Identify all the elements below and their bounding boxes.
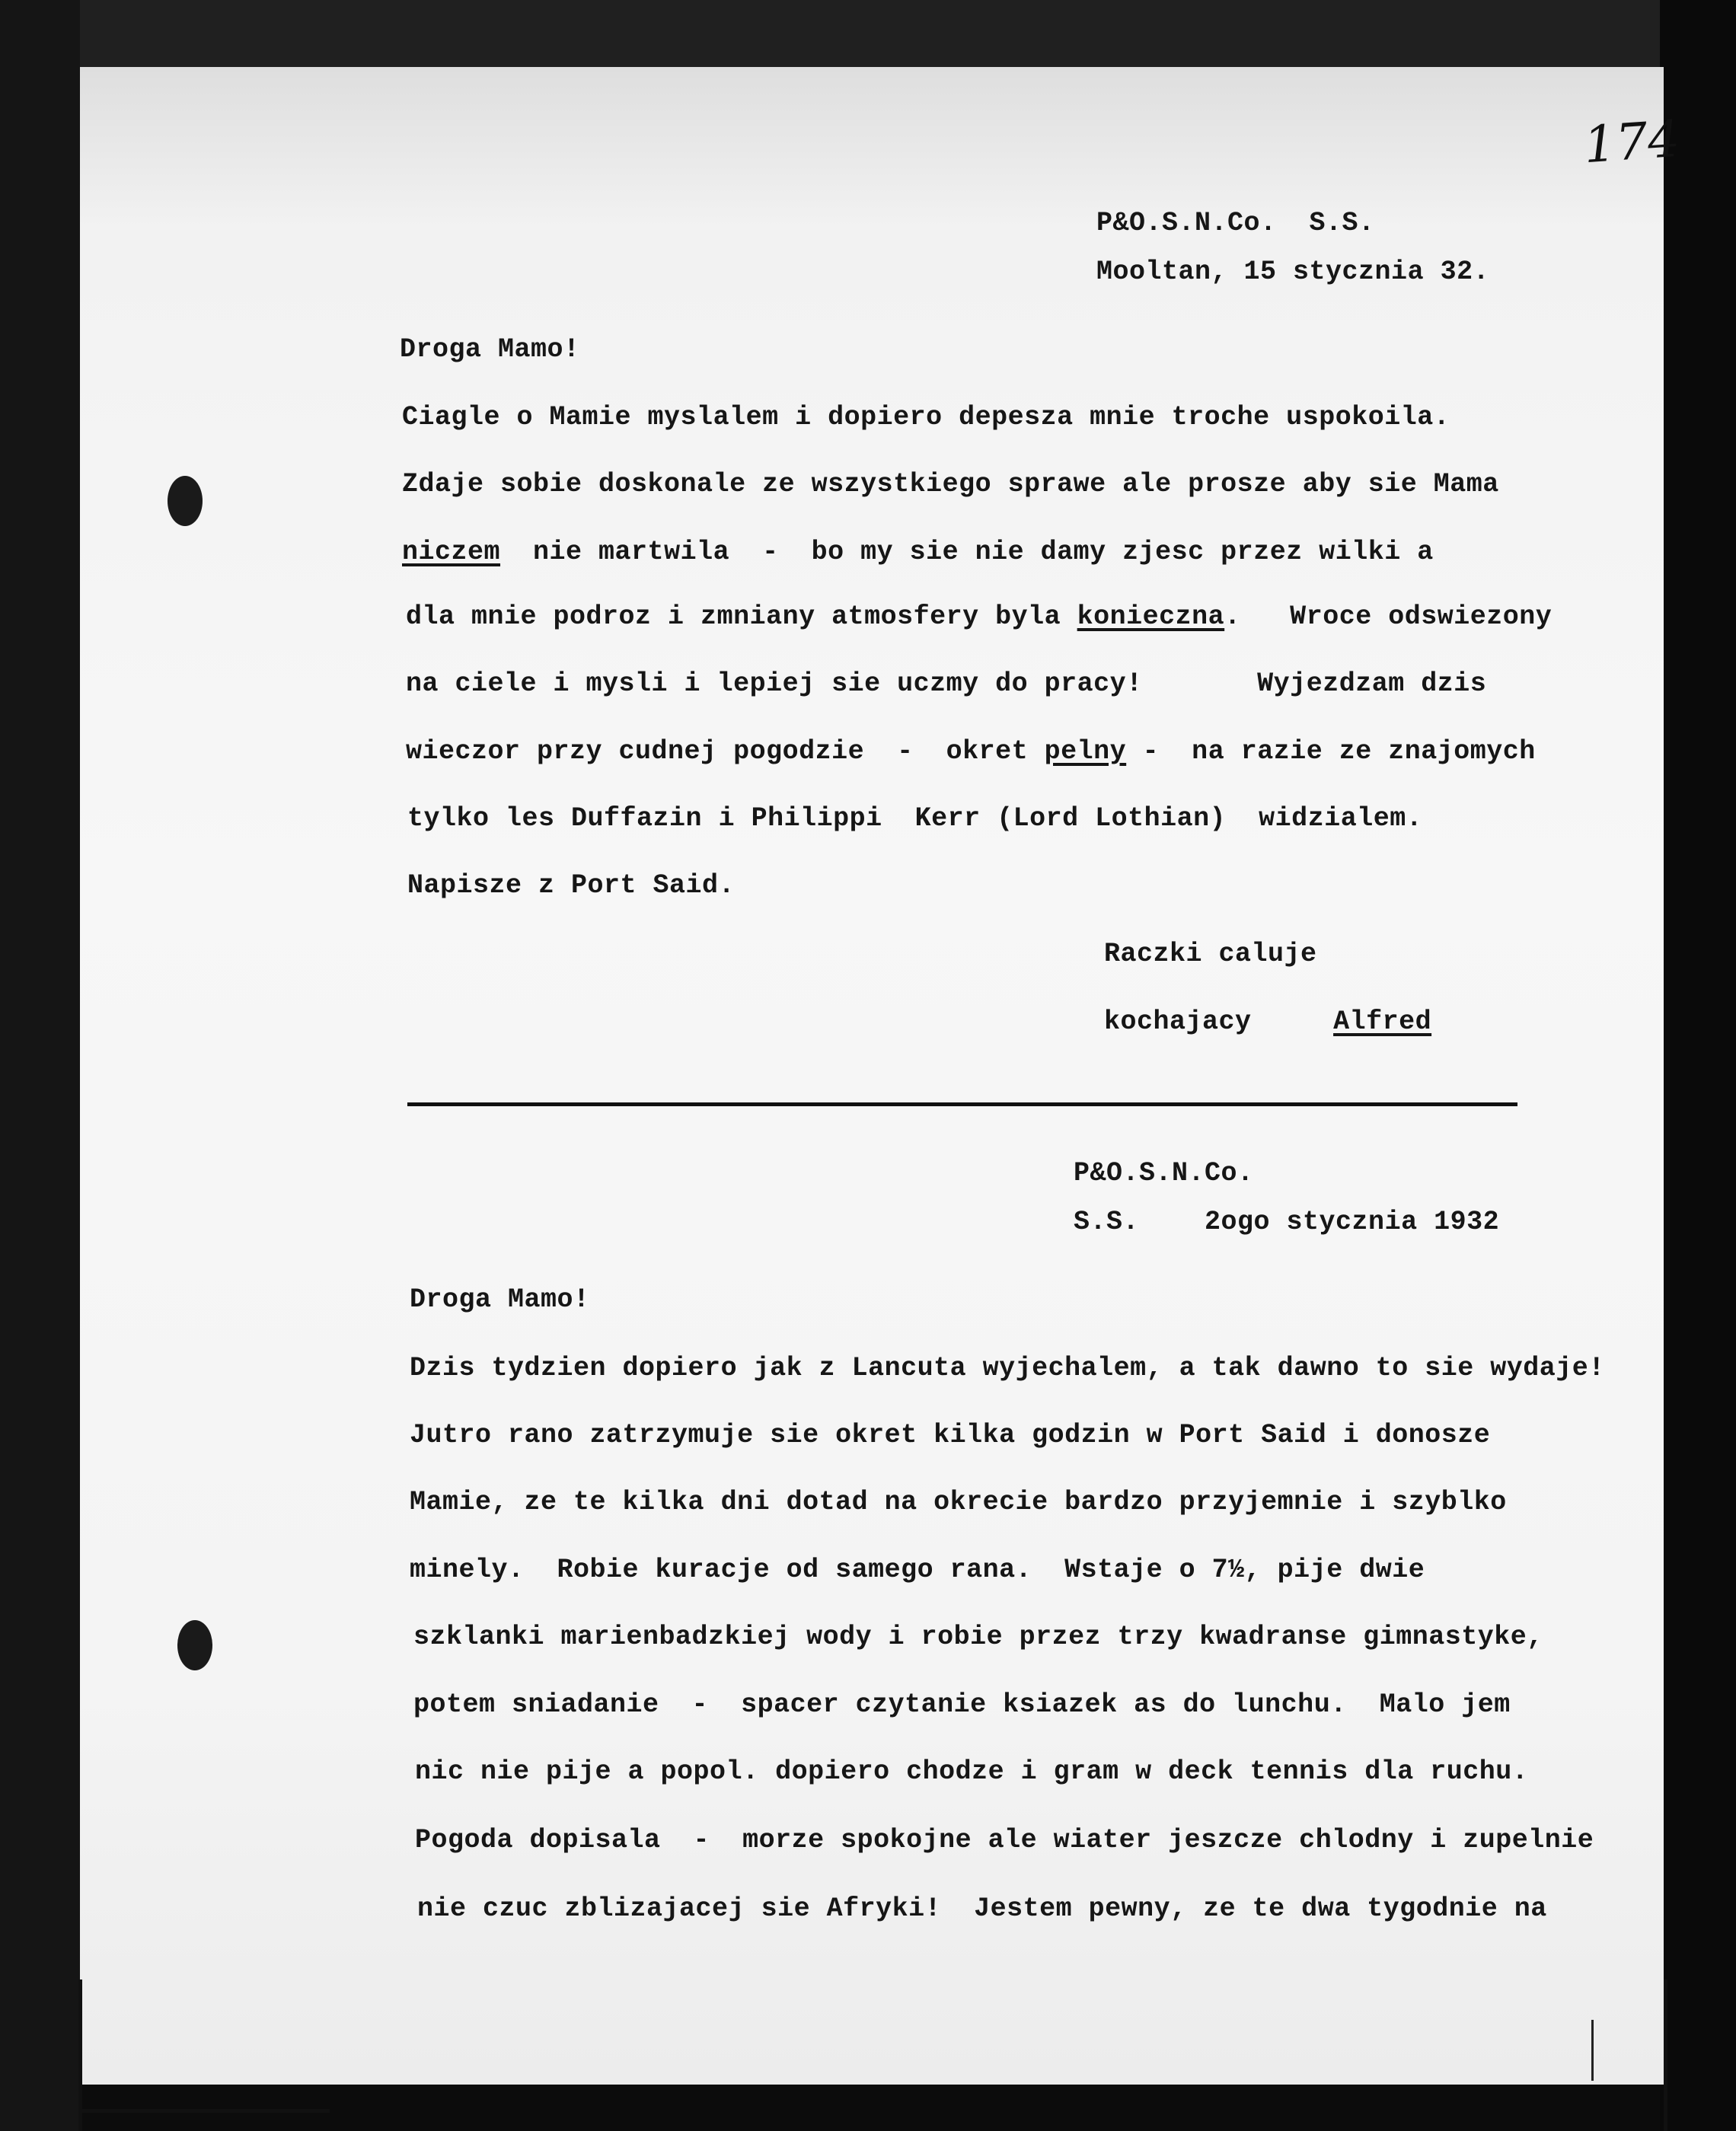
letter1-signature bbox=[1104, 1006, 1432, 1037]
scan-border-left bbox=[0, 0, 80, 2131]
line-text: wieczor przy cudnej pogodzie - okret bbox=[406, 736, 1045, 767]
letter2-line-5: szklanki marienbadzkiej wody i robie przez trzy kwadranse gimnastyke, bbox=[413, 1622, 1543, 1652]
letter1-header-line-1: P&O.S.N.Co. S.S. bbox=[1096, 208, 1375, 238]
letter1-line-5: na ciele i mysli i lepiej sie uczmy do pracy! Wyjezdzam dzis bbox=[406, 668, 1487, 699]
line-text: kochajacy bbox=[1104, 1006, 1334, 1037]
handwritten-page-number: 174 bbox=[1581, 109, 1682, 175]
underlined-word-pelny: pelny bbox=[1044, 736, 1127, 767]
signature-name: Alfred bbox=[1333, 1006, 1432, 1037]
letter2-header-line-2: S.S. 2ogo stycznia 1932 bbox=[1074, 1207, 1500, 1237]
line-text: . Wroce odswiezony bbox=[1224, 601, 1553, 632]
separator-rule bbox=[407, 1102, 1517, 1106]
line-text: dla mnie podroz i zmniany atmosfery byla bbox=[406, 601, 1077, 632]
letter2-line-9: nie czuc zblizajacej sie Afryki! Jestem pewny, ze te dwa tygodnie na bbox=[417, 1893, 1547, 1924]
scan-border-top bbox=[0, 0, 1736, 67]
letter2-header-line-1: P&O.S.N.Co. bbox=[1074, 1158, 1254, 1188]
corner-mark-bottom bbox=[78, 2109, 330, 2113]
letter1-line-2: Zdaje sobie doskonale ze wszystkiego sprawe ale prosze aby sie Mama bbox=[402, 469, 1499, 499]
corner-mark-right bbox=[1664, 1979, 1667, 2131]
letter1-header-line-2: Mooltan, 15 stycznia 32. bbox=[1096, 257, 1490, 287]
document-page bbox=[80, 67, 1682, 2085]
letter2-line-3: Mamie, ze te kilka dni dotad na okrecie bardzo przyjemnie i szyblko bbox=[410, 1487, 1507, 1517]
line-text: - na razie ze znajomych bbox=[1126, 736, 1536, 767]
letter1-line-1: Ciagle o Mamie myslalem i dopiero depesza mnie troche uspokoila. bbox=[402, 402, 1450, 432]
scan-border-right bbox=[1660, 0, 1736, 2131]
letter2-line-8: Pogoda dopisala - morze spokojne ale wiater jeszcze chlodny i zupelnie bbox=[415, 1825, 1594, 1855]
punch-hole-bottom bbox=[177, 1620, 212, 1670]
letter2-line-7: nic nie pije a popol. dopiero chodze i gram w deck tennis dla ruchu. bbox=[415, 1756, 1529, 1787]
margin-mark bbox=[1591, 2020, 1594, 2081]
letter2-salutation: Droga Mamo! bbox=[410, 1284, 590, 1315]
underlined-word-niczem: niczem bbox=[402, 537, 501, 567]
letter1-closing: Raczki caluje bbox=[1104, 939, 1317, 969]
letter1-line-6 bbox=[406, 736, 1536, 767]
letter2-line-1: Dzis tydzien dopiero jak z Lancuta wyjechalem, a tak dawno to sie wydaje! bbox=[410, 1353, 1605, 1383]
letter2-line-2: Jutro rano zatrzymuje sie okret kilka godzin w Port Said i donosze bbox=[410, 1420, 1491, 1450]
letter1-line-8: Napisze z Port Said. bbox=[407, 870, 736, 901]
punch-hole-top bbox=[168, 476, 203, 526]
underlined-word-konieczna: konieczna bbox=[1077, 601, 1225, 632]
line-text: nie martwila - bo my sie nie damy zjesc przez wilki a bbox=[500, 537, 1434, 567]
letter2-line-6: potem sniadanie - spacer czytanie ksiazek as do lunchu. Malo jem bbox=[413, 1689, 1511, 1720]
letter1-line-4 bbox=[406, 601, 1553, 632]
letter2-line-4: minely. Robie kuracje od samego rana. Wstaje o 7½, pije dwie bbox=[410, 1555, 1425, 1585]
letter1-line-7: tylko les Duffazin i Philippi Kerr (Lord Lothian) widzialem. bbox=[407, 803, 1423, 834]
letter1-salutation: Droga Mamo! bbox=[400, 334, 580, 365]
letter1-line-3 bbox=[402, 539, 1434, 566]
